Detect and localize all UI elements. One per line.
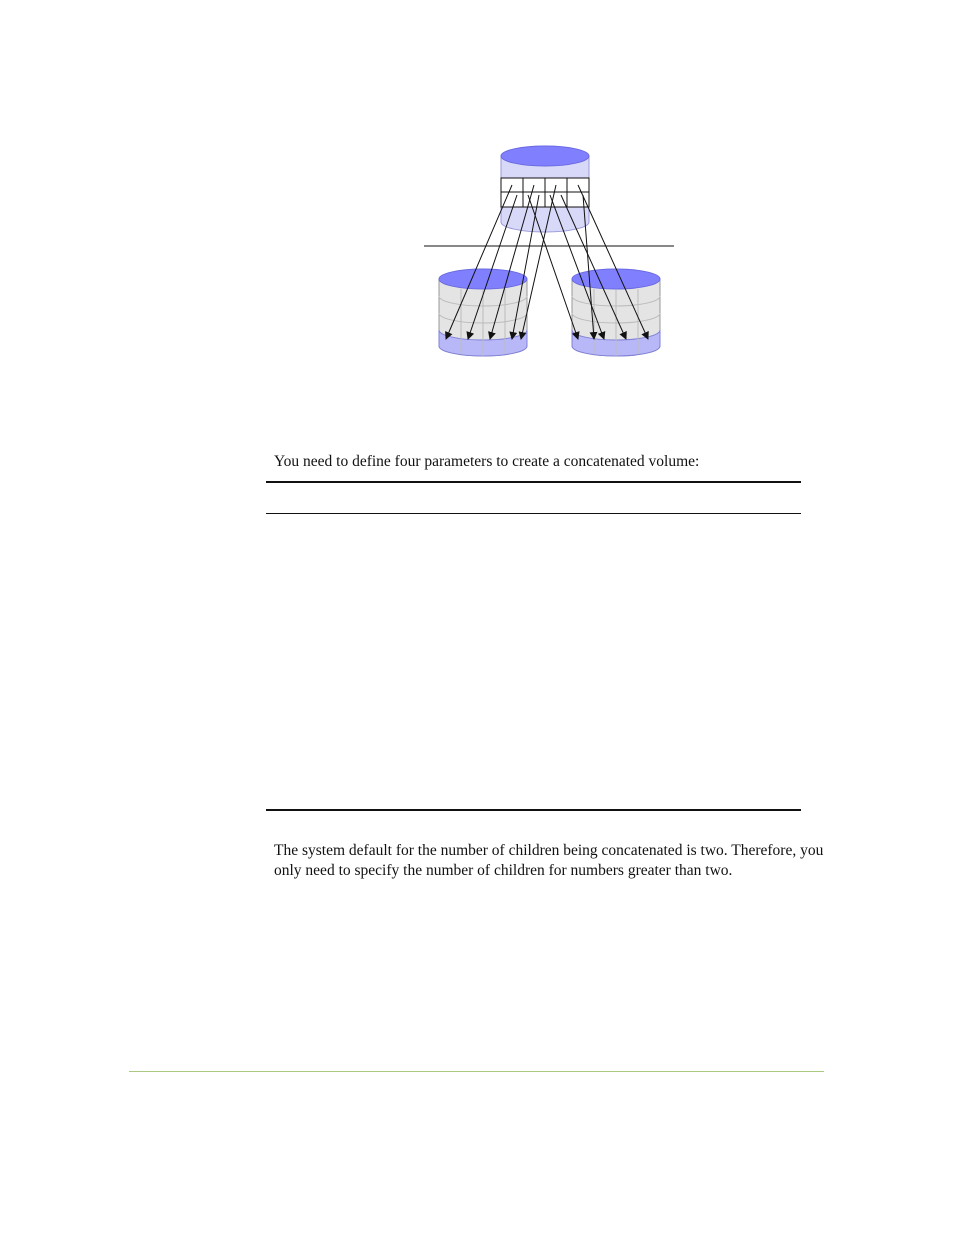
concatenated-volume-diagram	[0, 0, 954, 400]
volume-cylinder-top	[501, 146, 589, 232]
table-bottom-rule	[266, 809, 801, 811]
child-disk-left	[439, 269, 527, 356]
note-paragraph: The system default for the number of children being concatenated is two. Therefore, you only need to specify the number of children for numbers greater than two.	[274, 842, 824, 879]
child-disk-right	[572, 269, 660, 356]
footer-rule	[129, 1071, 824, 1072]
table-header-rule	[266, 513, 801, 514]
intro-paragraph: You need to define four parameters to create a concatenated volume:	[274, 453, 700, 470]
table-top-rule	[266, 481, 801, 483]
